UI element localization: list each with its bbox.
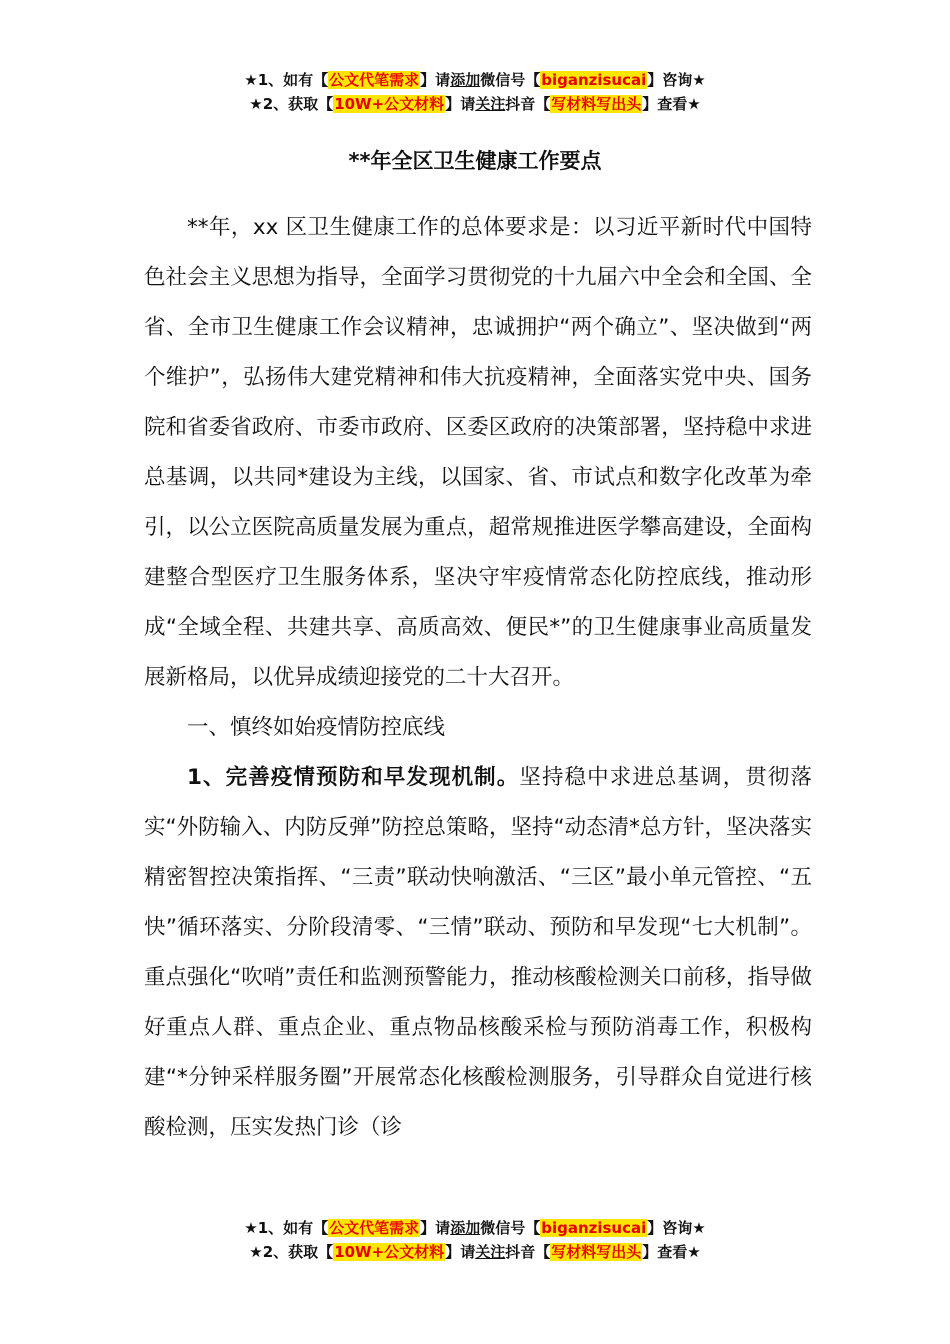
promo-text: ★2、获取【 bbox=[249, 1243, 334, 1261]
promo-highlight: 10W+公文材料 bbox=[334, 1243, 445, 1261]
item-title: 1、完善疫情预防和早发现机制。 bbox=[187, 765, 520, 790]
promo-text: 】查看★ bbox=[642, 1243, 701, 1261]
document-body bbox=[144, 203, 812, 1153]
promo-text: 微信号【 bbox=[480, 71, 541, 89]
promo-text: 抖音【 bbox=[505, 95, 551, 113]
intro-paragraph: **年，xx 区卫生健康工作的总体要求是：以习近平新时代中国特色社会主义思想为指导，全面学习贯彻党的十九届六中全会和全国、全省、全市卫生健康工作会议精神，忠诚拥护“两个确立”、坚决做到“两个维护”，弘扬伟大建党精神和伟大抗疫精神，全面落实党中央、国务院和省委省政府、市委市政府、区委区政府的决策部署，坚持稳中求进总基调，以共同*建设为主线，以国家、省、市试点和数字化改革为牵引，以公立医院高质量发展为重点，超常规推进医学攀高建设，全面构建整合型医疗卫生服务体系，坚决守牢疫情常态化防控底线，推动形成“全域全程、共建共享、高质高效、便民*”的卫生健康事业高质量发展新格局，以优异成绩迎接党的二十大召开。 bbox=[144, 215, 812, 690]
promo-text: 】咨询★ bbox=[647, 1219, 706, 1237]
item-paragraph bbox=[144, 753, 812, 1153]
promo-text: ★1、如有【 bbox=[244, 71, 329, 89]
promo-highlight: 写材料写出头 bbox=[551, 1243, 642, 1261]
promo-text: 】咨询★ bbox=[647, 71, 706, 89]
promo-highlight: biganzisucai bbox=[541, 1219, 647, 1237]
promo-text: 】请 bbox=[445, 1243, 476, 1261]
promo-highlight: 10W+公文材料 bbox=[334, 95, 445, 113]
promo-banner-top bbox=[0, 68, 950, 116]
promo-underline: 关注 bbox=[475, 1243, 506, 1261]
item-body: 坚持稳中求进总基调，贯彻落实“外防输入、内防反弹”防控总策略，坚持“动态清*总方针，坚决落实精密智控决策指挥、“三责”联动快响激活、“三区”最小单元管控、“五快”循环落实、分阶段清零、“三情”联动、预防和早发现“七大机制”。重点强化“吹哨”责任和监测预警能力，推动核酸检测关口前移，指导做好重点人群、重点企业、重点物品核酸采检与预防消毒工作，积极构建“*分钟采样服务圈”开展常态化核酸检测服务，引导群众自觉进行核酸检测，压实发热门诊（诊 bbox=[144, 765, 812, 1140]
promo-text: 抖音【 bbox=[505, 1243, 551, 1261]
promo-highlight: biganzisucai bbox=[541, 71, 647, 89]
promo-line-2 bbox=[0, 1240, 950, 1264]
promo-text: ★1、如有【 bbox=[244, 1219, 329, 1237]
promo-underline: 关注 bbox=[475, 95, 506, 113]
promo-banner-bottom bbox=[0, 1216, 950, 1264]
promo-text: 】查看★ bbox=[642, 95, 701, 113]
promo-text: 】请 bbox=[420, 1219, 451, 1237]
promo-line-2 bbox=[0, 92, 950, 116]
promo-text: ★2、获取【 bbox=[249, 95, 334, 113]
promo-line-1 bbox=[0, 1216, 950, 1240]
promo-text: 微信号【 bbox=[480, 1219, 541, 1237]
section-heading: 一、慎终如始疫情防控底线 bbox=[187, 715, 446, 740]
promo-highlight: 公文代笔需求 bbox=[329, 71, 420, 89]
promo-line-1 bbox=[0, 68, 950, 92]
promo-text: 】请 bbox=[445, 95, 476, 113]
promo-text: 】请 bbox=[420, 71, 451, 89]
promo-underline: 添加 bbox=[450, 1219, 481, 1237]
promo-underline: 添加 bbox=[450, 71, 481, 89]
document-title: **年全区卫生健康工作要点 bbox=[348, 149, 602, 173]
promo-highlight: 公文代笔需求 bbox=[329, 1219, 420, 1237]
promo-highlight: 写材料写出头 bbox=[551, 95, 642, 113]
